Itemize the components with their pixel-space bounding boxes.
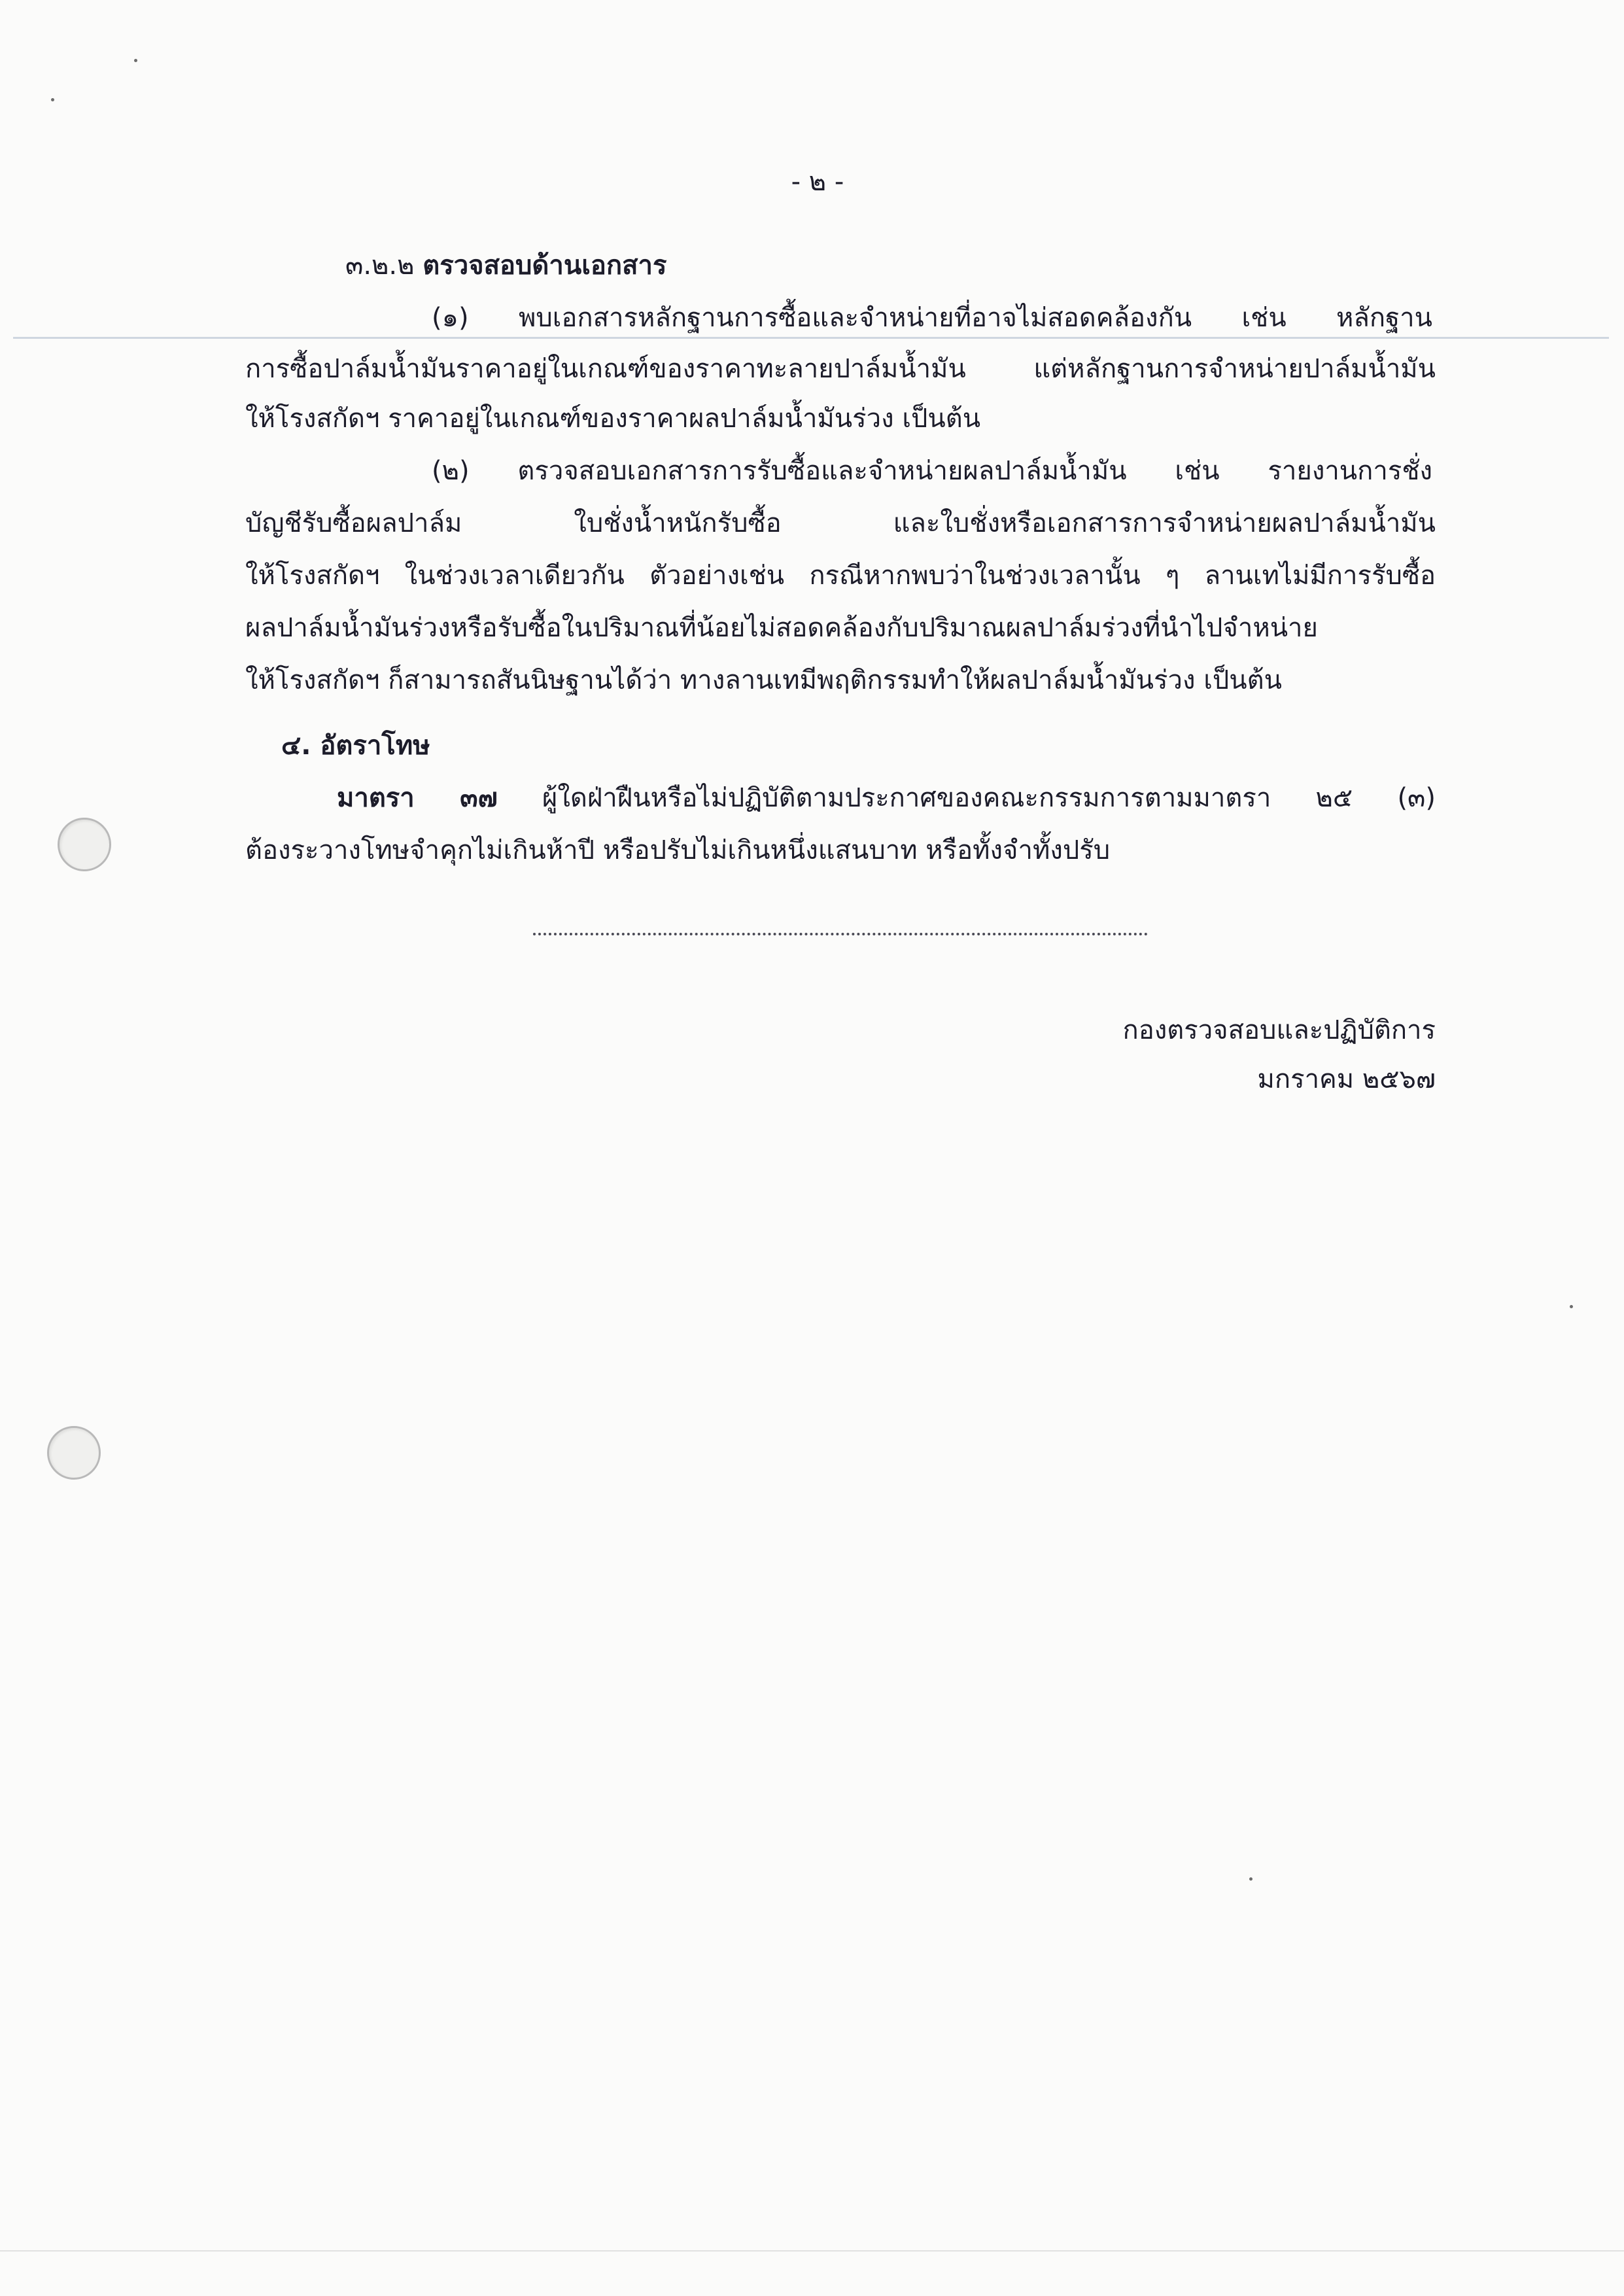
scan-speck [51, 98, 54, 101]
section-title: ตรวจสอบด้านเอกสาร [423, 251, 667, 281]
scan-speck [134, 59, 137, 62]
item-1-line-3: ให้โรงสกัดฯ ราคาอยู่ในเกณฑ์ของราคาผลปาล์มน้ำมันร่วง เป็นต้น [245, 404, 981, 434]
scan-artifact-line-bottom [0, 2250, 1624, 2252]
section-heading-3-2-2 [345, 246, 666, 285]
item-2-line-5: ให้โรงสกัดฯ ก็สามารถสันนิษฐานได้ว่า ทางลานเทมีพฤติกรรมทำให้ผลปาล์มน้ำมันร่วง เป็นต้น [245, 665, 1282, 695]
law-section-label: มาตรา ๓๗ [337, 783, 498, 813]
law-line-1-text: ผู้ใดฝ่าฝืนหรือไม่ปฏิบัติตามประกาศของคณะกรรมการตามมาตรา ๒๕ (๓) [542, 783, 1436, 813]
page-number: - ๒ - [791, 167, 844, 197]
item-2-line-4: ผลปาล์มน้ำมันร่วงหรือรับซื้อในปริมาณที่น้อยไม่สอดคล้องกับปริมาณผลปาล์มร่วงที่นำไปจำหน่าย [245, 613, 1318, 643]
law-line-1 [337, 778, 1436, 818]
item-2-line-1: (๒) ตรวจสอบเอกสารการรับซื้อและจำหน่ายผลปาล์มน้ำมัน เช่น รายงานการชั่ง [432, 456, 1432, 486]
item-2-line-2: บัญชีรับซื้อผลปาล์ม ใบชั่งน้ำหนักรับซื้อ และใบชั่งหรือเอกสารการจำหน่ายผลปาล์มน้ำมัน [245, 508, 1436, 538]
section-number: ๓.๒.๒ [345, 251, 415, 281]
punch-hole [47, 1426, 101, 1480]
item-1-line-1: (๑) พบเอกสารหลักฐานการซื้อและจำหน่ายที่อาจไม่สอดคล้องกัน เช่น หลักฐาน [432, 303, 1432, 333]
scan-speck [1249, 1877, 1253, 1881]
punch-hole [58, 818, 111, 871]
law-line-2: ต้องระวางโทษจำคุกไม่เกินห้าปี หรือปรับไม่เกินหนึ่งแสนบาท หรือทั้งจำทั้งปรับ [245, 835, 1111, 865]
section-heading-4: ๔. อัตราโทษ [281, 731, 430, 761]
item-2-line-3: ให้โรงสกัดฯ ในช่วงเวลาเดียวกัน ตัวอย่างเช่น กรณีหากพบว่าในช่วงเวลานั้น ๆ ลานเทไม่มีการรับซื้อ [245, 561, 1436, 591]
item-1-line-2: การซื้อปาล์มน้ำมันราคาอยู่ในเกณฑ์ของราคาทะลายปาล์มน้ำมัน แต่หลักฐานการจำหน่ายปาล์มน้ำมัน [245, 354, 1436, 384]
issuing-division: กองตรวจสอบและปฏิบัติการ [1122, 1015, 1436, 1045]
issue-date: มกราคม ๒๕๖๗ [1257, 1064, 1436, 1094]
dotted-separator [533, 933, 1148, 935]
scan-speck [1570, 1305, 1573, 1308]
